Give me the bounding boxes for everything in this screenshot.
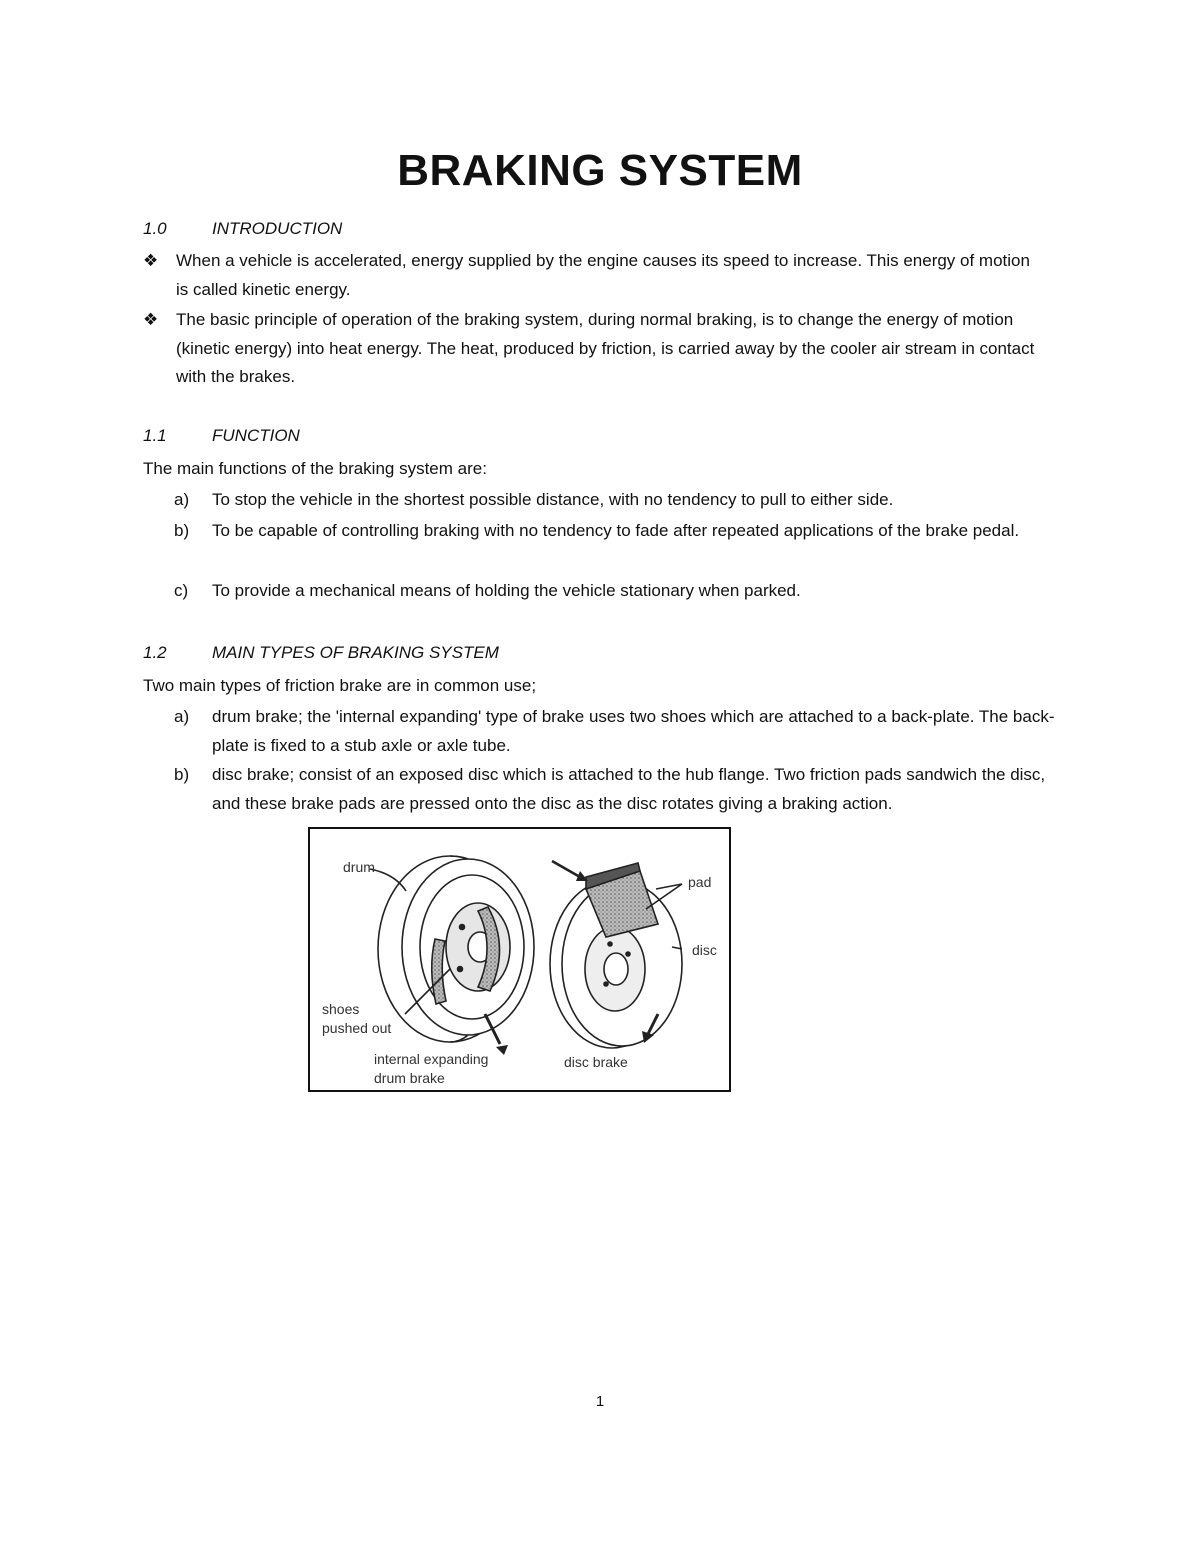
shoes-label-line2: pushed out [322, 1020, 392, 1036]
diamond-bullet-icon: ❖ [143, 251, 159, 270]
section-heading-function [143, 426, 300, 446]
list-text: To stop the vehicle in the shortest possible distance, with no tendency to pull to either side. [212, 490, 894, 509]
section-number: 1.0 [143, 219, 167, 238]
list-label: b) [174, 765, 190, 784]
list-item [174, 703, 1074, 760]
drum-brake-drawing [370, 856, 534, 1055]
section-lead: The main functions of the braking system are: [143, 459, 487, 478]
bullet-text: When a vehicle is accelerated, energy supplied by the engine causes its speed to increase. This energy of motion is called kinetic energy. [176, 251, 1030, 299]
section-number: 1.2 [143, 643, 167, 662]
disc-brake-drawing [550, 861, 682, 1048]
disc-caption: disc brake [564, 1054, 628, 1070]
page-title: BRAKING SYSTEM [397, 146, 803, 195]
list-item [174, 577, 1074, 606]
list-item [174, 761, 1074, 818]
list-text: drum brake; the 'internal expanding' type of brake uses two shoes which are attached to a back-plate. The back-plate is fixed to a stub axle or axle tube. [212, 707, 1055, 755]
page-number: 1 [595, 1393, 605, 1410]
section-heading-introduction [143, 219, 342, 239]
bullet-text: The basic principle of operation of the braking system, during normal braking, is to change the energy of motion (kinetic energy) into heat energy. The heat, produced by friction, is carried away by the cooler air stream in contact with the brakes. [176, 310, 1035, 386]
drum-caption-line1: internal expanding [374, 1051, 489, 1067]
list-item [174, 517, 1074, 546]
drum-label: drum [343, 859, 375, 875]
diamond-bullet-icon: ❖ [143, 310, 159, 329]
bullet-item [143, 306, 1043, 392]
drum-caption-line2: drum brake [374, 1070, 445, 1086]
section-title: FUNCTION [212, 426, 300, 445]
section-number: 1.1 [143, 426, 167, 445]
list-text: To be capable of controlling braking with no tendency to fade after repeated applications of the brake pedal. [212, 521, 1020, 540]
pad-label: pad [688, 874, 712, 890]
disc-label: disc [692, 942, 717, 958]
section-title: MAIN TYPES OF BRAKING SYSTEM [212, 643, 499, 662]
section-lead: Two main types of friction brake are in common use; [143, 676, 537, 695]
list-text: To provide a mechanical means of holding the vehicle stationary when parked. [212, 581, 801, 600]
bullet-item [143, 247, 1043, 304]
list-text: disc brake; consist of an exposed disc which is attached to the hub flange. Two friction pads sandwich the disc, and these brake pads are pressed onto the disc as the disc rotates giving a braking action. [212, 765, 1046, 813]
section-title: INTRODUCTION [212, 219, 343, 238]
list-label: b) [174, 521, 190, 540]
section-heading-main-types [143, 643, 499, 663]
list-label: c) [174, 581, 189, 600]
shoes-label-line1: shoes [322, 1001, 360, 1017]
list-item [174, 486, 1074, 515]
list-label: a) [174, 707, 190, 726]
brake-types-figure [308, 827, 731, 1092]
list-label: a) [174, 490, 190, 509]
brake-diagram [310, 829, 728, 1089]
